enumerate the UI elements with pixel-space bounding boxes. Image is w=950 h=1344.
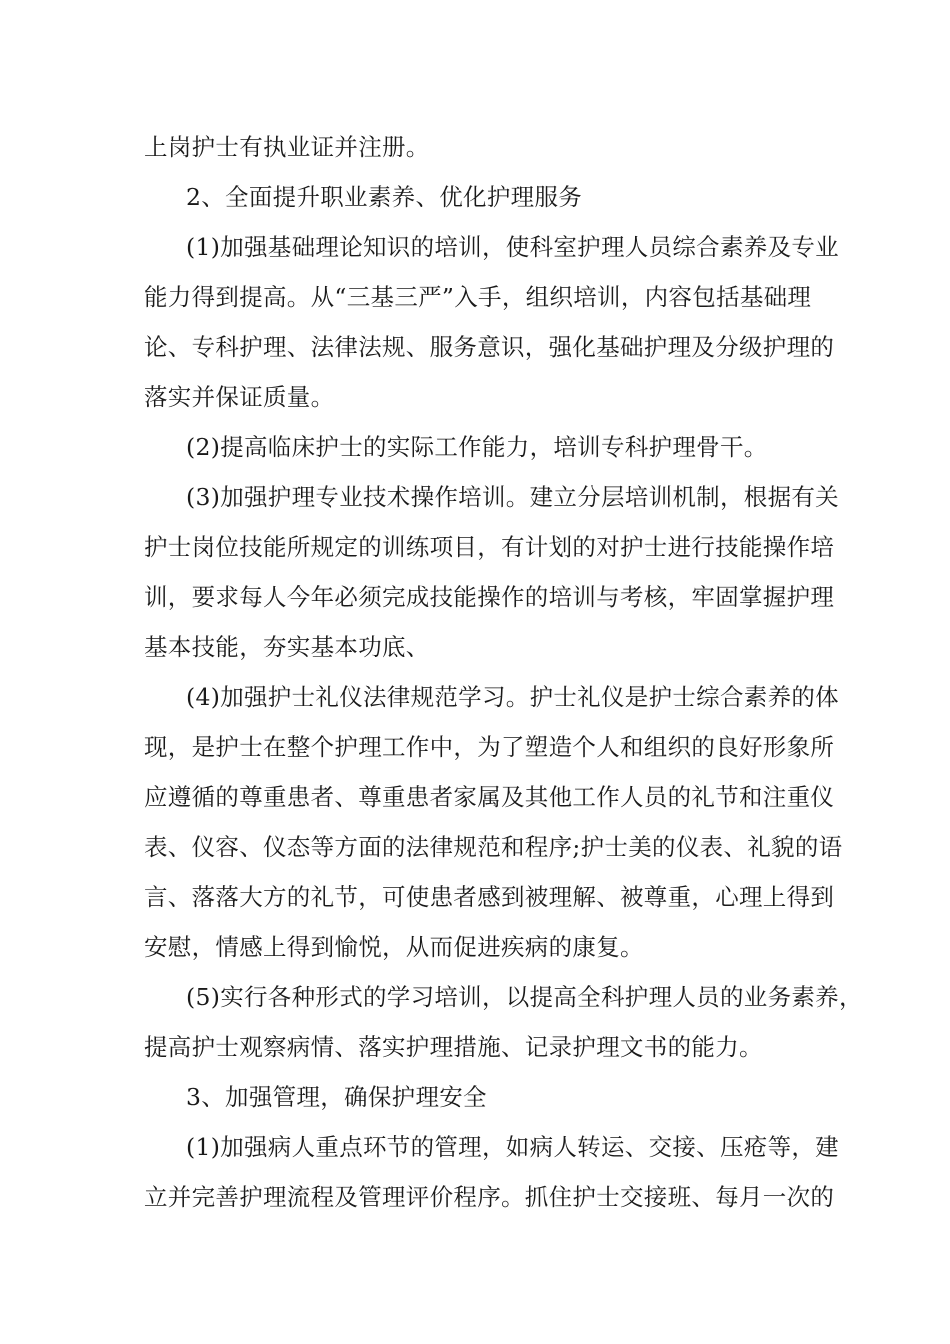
- text-line: 现，是护士在整个护理工作中，为了塑造个人和组织的良好形象所: [144, 733, 835, 761]
- section-heading: 2、全面提升职业素养、优化护理服务: [186, 183, 583, 211]
- text-line: (3)加强护理专业技术操作培训。建立分层培训机制，根据有关: [186, 483, 839, 511]
- text-line: 提高护士观察病情、落实护理措施、记录护理文书的能力。: [144, 1033, 763, 1061]
- text-line: 落实并保证质量。: [144, 383, 335, 411]
- text-line: (2)提高临床护士的实际工作能力，培训专科护理骨干。: [186, 433, 768, 461]
- text-line: 护士岗位技能所规定的训练项目，有计划的对护士进行技能操作培: [144, 533, 835, 561]
- text-line: (4)加强护士礼仪法律规范学习。护士礼仪是护士综合素养的体: [186, 683, 839, 711]
- text-line: 安慰，情感上得到愉悦，从而促进疾病的康复。: [144, 933, 644, 961]
- text-line: 应遵循的尊重患者、尊重患者家属及其他工作人员的礼节和注重仪: [144, 783, 835, 811]
- text-line: 言、落落大方的礼节，可使患者感到被理解、被尊重，心理上得到: [144, 883, 835, 911]
- text-line: 上岗护士有执业证并注册。: [144, 133, 430, 161]
- text-line: 能力得到提高。从“三基三严”入手，组织培训，内容包括基础理: [144, 283, 812, 311]
- text-line: 基本技能，夯实基本功底、: [144, 633, 430, 661]
- text-line: (1)加强基础理论知识的培训，使科室护理人员综合素养及专业: [186, 233, 839, 261]
- text-line: 训，要求每人今年必须完成技能操作的培训与考核，牢固掌握护理: [144, 583, 835, 611]
- text-line: 论、专科护理、法律法规、服务意识，强化基础护理及分级护理的: [144, 333, 835, 361]
- text-line: 表、仪容、仪态等方面的法律规范和程序;护士美的仪表、礼貌的语: [144, 833, 843, 861]
- text-line: 立并完善护理流程及管理评价程序。抓住护士交接班、每月一次的: [144, 1183, 835, 1211]
- text-line: (5)实行各种形式的学习培训，以提高全科护理人员的业务素养，: [186, 983, 863, 1011]
- section-heading: 3、加强管理，确保护理安全: [186, 1083, 487, 1111]
- text-line: (1)加强病人重点环节的管理，如病人转运、交接、压疮等，建: [186, 1133, 839, 1161]
